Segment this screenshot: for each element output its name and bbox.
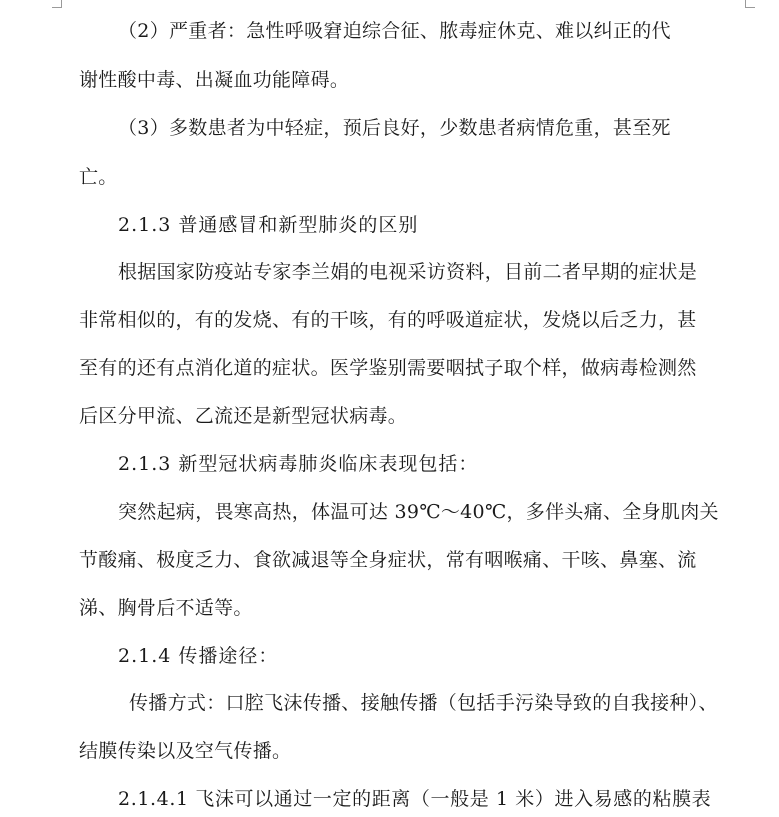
paragraph-line: 至有的还有点消化道的症状。医学鉴别需要咽拭子取个样，做病毒检测然 (79, 357, 697, 379)
paragraph-line: 亡。 (79, 166, 118, 188)
margin-corner-line-right (745, 7, 755, 8)
margin-corner-line-left (52, 7, 62, 8)
paragraph-line: 涕、胸骨后不适等。 (79, 597, 253, 619)
paragraph-line: （2）严重者：急性呼吸窘迫综合征、脓毒症休克、难以纠正的代 (118, 20, 671, 42)
paragraph-line: 后区分甲流、乙流还是新型冠状病毒。 (79, 405, 408, 427)
paragraph-line: 传播方式：口腔飞沫传播、接触传播（包括手污染导致的自我接种）、 (129, 692, 718, 714)
paragraph-line: 突然起病，畏寒高热，体温可达 39℃～40℃，多伴头痛、全身肌肉关 (118, 501, 719, 523)
paragraph-line: 非常相似的，有的发烧、有的干咳，有的呼吸道症状，发烧以后乏力，甚 (79, 309, 697, 331)
section-heading: 2.1.4 传播途径： (118, 645, 279, 667)
section-heading: 2.1.3 新型冠状病毒肺炎临床表现包括： (118, 453, 479, 475)
paragraph-line: 根据国家防疫站专家李兰娟的电视采访资料，目前二者早期的症状是 (118, 261, 698, 283)
paragraph-line: 谢性酸中毒、出凝血功能障碍。 (79, 69, 350, 91)
paragraph-line: 节酸痛、极度乏力、食欲减退等全身症状，常有咽喉痛、干咳、鼻塞、流 (79, 549, 697, 571)
paragraph-line: 结膜传染以及空气传播。 (79, 740, 292, 762)
paragraph-line: （3）多数患者为中轻症，预后良好，少数患者病情危重，甚至死 (118, 117, 671, 139)
section-heading: 2.1.4.1 飞沫可以通过一定的距离（一般是 1 米）进入易感的粘膜表 (118, 788, 712, 810)
section-heading: 2.1.3 普通感冒和新型肺炎的区别 (118, 214, 419, 236)
